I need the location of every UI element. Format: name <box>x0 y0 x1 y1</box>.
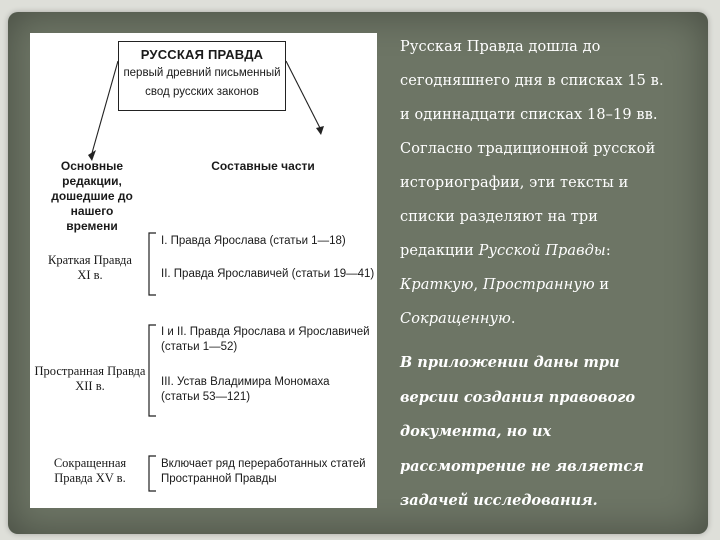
row-label: XI в. <box>77 268 103 282</box>
title-box <box>118 41 286 111</box>
text-line: : <box>605 243 611 259</box>
text-line: и одиннадцати списках 18–19 вв. <box>400 107 658 123</box>
box-title: РУССКАЯ ПРАВДА <box>140 47 264 62</box>
text-line: , <box>473 277 483 293</box>
left-arrow <box>92 61 118 153</box>
text-emphasis: Русской Правды <box>478 243 606 259</box>
row-part: I. Правда Ярослава (статьи 1—18) <box>161 235 346 247</box>
left-header-line: Основные редакции, <box>60 159 124 188</box>
text-line: списки разделяют на три <box>400 209 599 225</box>
right-header: Составные части <box>211 159 315 173</box>
box-subtitle-2: свод русских законов <box>145 86 259 98</box>
text-line: редакции <box>400 243 479 259</box>
box-subtitle-1: первый древний письменный <box>123 67 281 79</box>
row-3-right <box>161 457 377 487</box>
text-emphasis: Краткую <box>400 277 474 293</box>
row-label: XII в. <box>75 379 105 393</box>
bracket-3 <box>149 456 156 491</box>
row-3-left <box>32 456 148 486</box>
right-arrowhead <box>316 126 324 135</box>
row-2-right <box>161 325 377 405</box>
bracket-1 <box>149 233 156 295</box>
text-line: . <box>510 311 516 327</box>
row-label: Правда XV в. <box>54 471 126 485</box>
paragraph-intro <box>400 30 700 336</box>
row-part: III. Устав Владимира Мономаха <box>161 376 330 388</box>
right-arrow <box>286 61 320 128</box>
note-line: задачей исследования. <box>400 492 598 510</box>
left-header-line: дошедшие до нашего <box>51 189 133 218</box>
row-part: (статьи 1—52) <box>161 341 238 353</box>
row-2-left <box>30 364 150 394</box>
left-header-line: времени <box>66 219 118 233</box>
text-line: и <box>594 277 610 293</box>
text-line: историографии, эти тексты и <box>400 175 629 191</box>
row-1-left <box>32 253 148 283</box>
row-1-right <box>161 234 377 282</box>
text-column <box>400 30 700 519</box>
text-emphasis: Сокращенную <box>400 311 511 327</box>
paragraph-note <box>400 346 700 519</box>
text-emphasis: Пространную <box>482 277 595 293</box>
note-line: документа, но их <box>400 423 552 441</box>
row-label: Краткая Правда <box>48 253 132 267</box>
text-line: Согласно традиционной русской <box>400 141 656 157</box>
note-line: версии создания правового <box>400 388 636 406</box>
note-line: В приложении даны три <box>400 354 620 371</box>
row-part: Пространной Правды <box>161 473 277 485</box>
row-part: Включает ряд переработанных статей <box>161 458 366 470</box>
note-line: рассмотрение не является <box>400 457 644 475</box>
row-part: (статьи 53—121) <box>161 391 251 403</box>
row-label: Сокращенная <box>53 456 127 470</box>
row-label: Пространная Правда <box>34 364 146 378</box>
row-part: II. Правда Ярославичей (статьи 19—41) <box>161 268 375 280</box>
text-line: Русская Правда дошла до <box>400 39 601 55</box>
left-header <box>32 159 152 234</box>
bracket-2 <box>149 325 156 416</box>
text-line: сегодняшнего дня в списках 15 в. <box>400 73 664 89</box>
row-part: I и II. Правда Ярослава и Ярославичей <box>161 326 370 338</box>
scanned-diagram <box>30 33 377 508</box>
